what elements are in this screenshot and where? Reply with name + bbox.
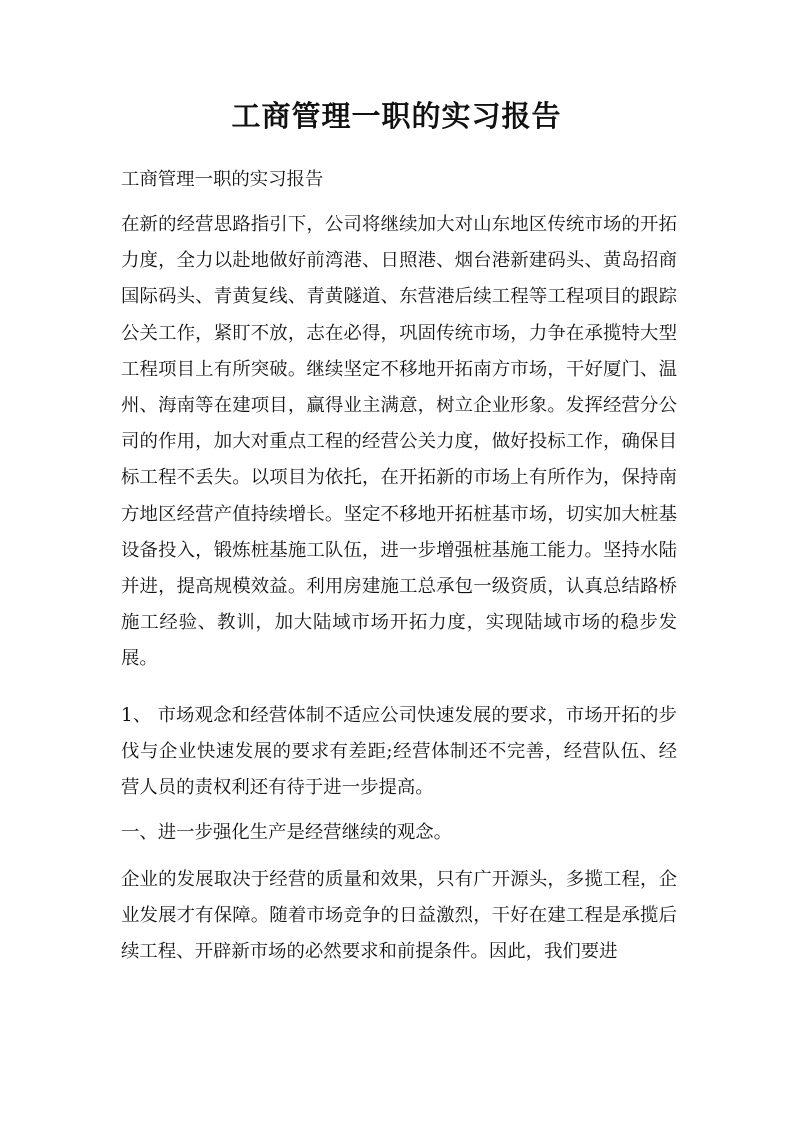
paragraph-market-strategy: 在新的经营思路指引下，公司将继续加大对山东地区传统市场的开拓力度，全力以赴地做好前湾港、日照港、烟台港新建码头、黄岛招商国际码头、青黄复线、青黄隧道、东营港后续工程等工程项目的跟踪公关工作，紧盯不放，志在必得，巩固传统市场，力争在承揽特大型工程项目上有所突破。继续坚定不移地开拓南方市场，干好厦门、温州、海南等在建项目，赢得业主满意，树立企业形象。发挥经营分公司的作用，加大对重点工程的经营公关力度，做好投标工作，确保目标工程不丢失。以项目为依托，在开拓新的市场上有所作为，保持南方地区经营产值持续增长。坚定不移地开拓桩基市场，切实加大桩基设备投入，锻炼桩基施工队伍，进一步增强桩基施工能力。坚持水陆并进，提高规模效益。利用房建施工总承包一级资质，认真总结路桥施工经验、教训，加大陆域市场开拓力度，实现陆域市场的稳步发展。 xyxy=(121,214,677,670)
document-subtitle: 工商管理一职的实习报告 xyxy=(121,169,324,190)
paragraph-enterprise-development: 企业的发展取决于经营的质量和效果，只有广开源头，多揽工程，企业发展才有保障。随着市场竞争的日益激烈，干好在建工程是承揽后续工程、开辟新市场的必然要求和前提条件。因此，我们要进 xyxy=(121,869,677,963)
section-heading: 一、进一步强化生产是经营继续的观念。 xyxy=(121,822,453,843)
document-title: 工商管理一职的实习报告 xyxy=(231,99,562,133)
paragraph-numbered-issue: 1、 市场观念和经营体制不适应公司快速发展的要求，市场开拓的步伐与企业快速发展的要求有差距;经营体制还不完善，经营队伍、经营人员的责权利还有待于进一步提高。 xyxy=(121,705,677,799)
